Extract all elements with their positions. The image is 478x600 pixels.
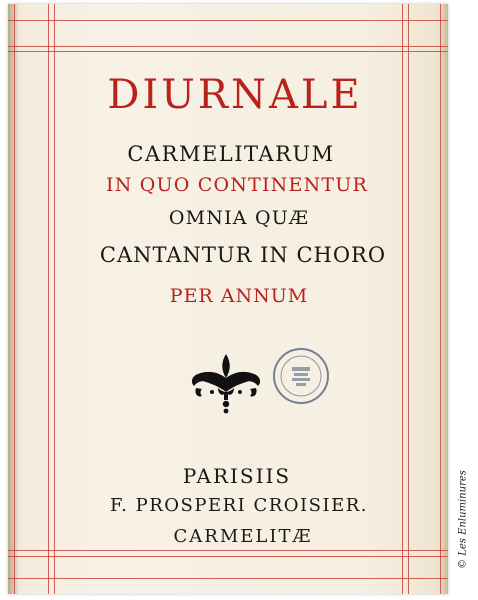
photo-credit	[452, 470, 474, 580]
library-stamp-icon	[270, 345, 332, 407]
book-title: DIURNALE	[107, 72, 363, 118]
ruling-line-top-3	[8, 51, 448, 52]
fleur-de-lis-ornament-icon	[188, 352, 264, 416]
ruling-line-top-1	[8, 20, 448, 21]
ruling-line-bottom-3	[8, 578, 448, 579]
ruling-line-bottom-2	[8, 556, 448, 557]
subtitle-line-3: OMNIA QUÆ	[168, 207, 310, 229]
imprint-publisher: F. PROSPERI CROISIER.	[109, 495, 369, 516]
subtitle-line-5: PER ANNUM	[169, 285, 309, 307]
subtitle-line-4: CANTANTUR IN CHORO	[99, 243, 387, 267]
photo-credit-text: © Les Enluminures	[457, 470, 469, 569]
imprint-order: CARMELITÆ	[173, 526, 313, 547]
subtitle-line-1: CARMELITARUM	[127, 142, 335, 166]
subtitle-line-2: IN QUO CONTINENTUR	[105, 174, 368, 196]
imprint-place: PARISIIS	[182, 464, 292, 488]
ruling-line-top-2	[8, 46, 448, 47]
ruling-line-bottom-1	[8, 550, 448, 551]
